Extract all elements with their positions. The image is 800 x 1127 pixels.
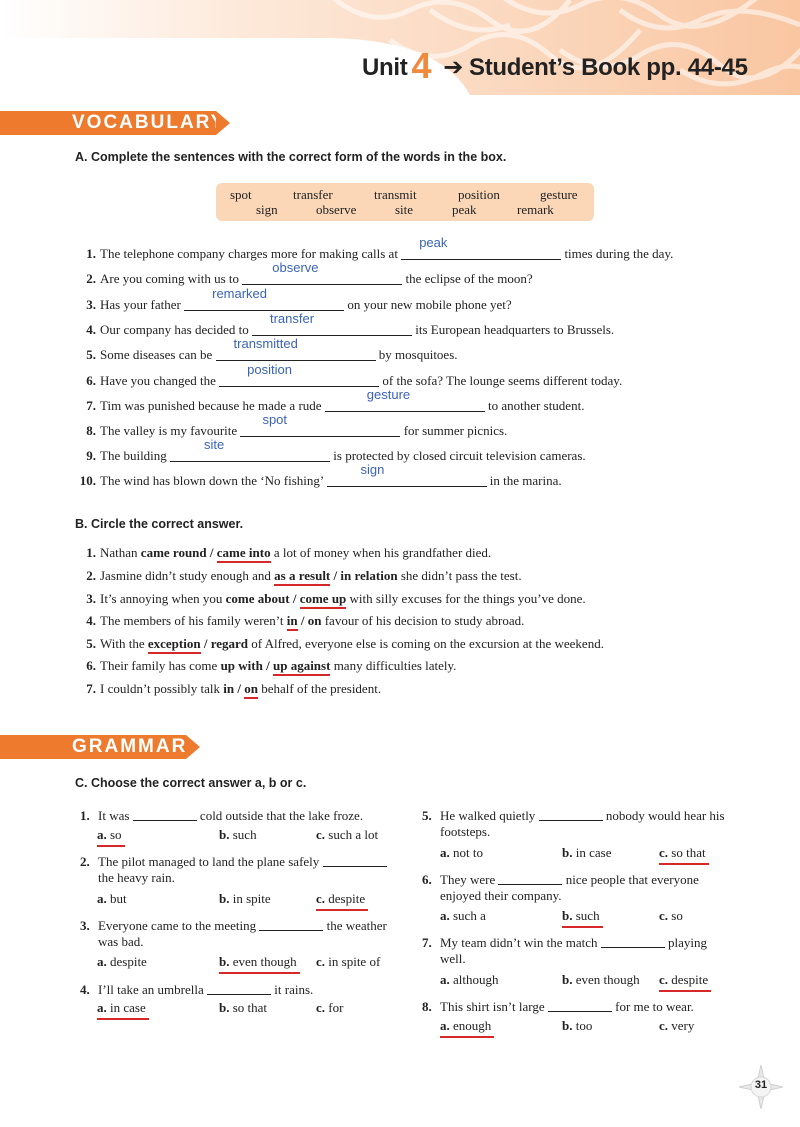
grammar-question: [422, 872, 752, 904]
option-b[interactable]: [219, 1000, 267, 1016]
unit-number: 4: [411, 45, 432, 86]
option-letter: b.: [562, 1018, 573, 1033]
item-number: 5.: [86, 636, 96, 651]
option-2[interactable]: on: [307, 613, 322, 628]
item-number: 2.: [86, 271, 96, 286]
answer-blank[interactable]: [240, 412, 400, 437]
option-letter: c.: [659, 908, 669, 923]
option-letter: b.: [562, 908, 573, 923]
option-letter: a.: [440, 845, 450, 860]
sentence-before: The wind has blown down the ‘No fishing’: [100, 473, 324, 488]
question-text-end: nice people that everyone: [565, 872, 699, 887]
sentence-item: [75, 462, 562, 489]
option-text: although: [453, 972, 499, 987]
sentence-after: the eclipse of the moon?: [405, 271, 533, 286]
sentence-before: Some diseases can be: [100, 347, 213, 362]
item-prefix: Their family has come: [100, 658, 218, 673]
option-text: so that: [671, 845, 706, 860]
option-text: such a: [453, 908, 486, 923]
question-text-end: cold outside that the lake froze.: [199, 808, 364, 823]
sentence-after: to another student.: [488, 398, 585, 413]
item-number: 3.: [86, 591, 96, 606]
option-text: enough: [453, 1018, 492, 1033]
option-letter: a.: [97, 1000, 107, 1015]
option-a[interactable]: [440, 845, 483, 861]
item-number: 4.: [86, 322, 96, 337]
question-text-end: playing: [668, 935, 708, 950]
option-separator: /: [209, 545, 214, 560]
sentence-after: of the sofa? The lounge seems different today.: [382, 373, 623, 388]
option-separator: /: [333, 568, 338, 583]
answer-blank[interactable]: [219, 362, 379, 387]
option-text: for: [328, 1000, 344, 1015]
tab-arrow-shape: [216, 111, 230, 135]
item-suffix: a lot of money when his grandfather died.: [273, 545, 492, 560]
option-c-selected[interactable]: [659, 845, 709, 865]
question-text-start: Everyone came to the meeting: [98, 918, 257, 933]
option-separator: /: [292, 591, 297, 606]
grammar-question: [80, 918, 410, 950]
item-prefix: It’s annoying when you: [100, 591, 223, 606]
option-text: in spite of: [328, 954, 381, 969]
question-text-end: the weather: [326, 918, 387, 933]
answer-blank[interactable]: [242, 260, 402, 285]
question-text-start: They were: [440, 872, 496, 887]
vocabulary-section-tab: [0, 111, 226, 135]
option-letter: c.: [659, 1018, 669, 1033]
item-number: 4.: [86, 613, 96, 628]
option-text: in spite: [232, 891, 271, 906]
option-separator: /: [203, 636, 208, 651]
option-b-selected[interactable]: [562, 908, 603, 928]
option-separator: /: [300, 613, 305, 628]
sentence-after: is protected by closed circuit television cameras.: [333, 448, 586, 463]
option-a[interactable]: [97, 891, 127, 907]
sentence-item: [75, 260, 533, 287]
sentence-item: [75, 311, 615, 338]
item-number: 7.: [86, 681, 96, 696]
grammar-question: [80, 808, 410, 824]
word-box-word: position: [458, 187, 500, 202]
answer-text: remarked: [212, 286, 268, 301]
item-number: 3.: [80, 918, 90, 933]
item-number: 6.: [86, 373, 96, 388]
vocabulary-label: VOCABULARY: [72, 112, 226, 133]
option-text: in case: [575, 845, 612, 860]
question-text-line2: was bad.: [98, 934, 144, 949]
sentence-after: in the marina.: [489, 473, 562, 488]
sentence-before: Tim was punished because he made a rude: [100, 398, 322, 413]
option-c-selected[interactable]: [659, 972, 711, 992]
item-prefix: Nathan: [100, 545, 138, 560]
circle-item: [75, 591, 586, 607]
answer-text: site: [204, 437, 225, 452]
option-text: in case: [110, 1000, 146, 1015]
item-suffix: behalf of the president.: [261, 681, 382, 696]
option-letter: c.: [316, 954, 326, 969]
option-1[interactable]: up with: [220, 658, 263, 673]
option-letter: b.: [219, 954, 230, 969]
option-letter: a.: [440, 1018, 450, 1033]
answer-blank[interactable]: [252, 311, 412, 336]
instruction-c: C. Choose the correct answer a, b or c.: [75, 776, 307, 790]
answer-blank[interactable]: [401, 235, 561, 260]
item-prefix: Jasmine didn’t study enough and: [100, 568, 271, 583]
page-number: 31: [754, 1079, 768, 1091]
option-2-selected[interactable]: came into: [217, 545, 271, 563]
item-suffix: many difficulties lately.: [333, 658, 457, 673]
option-text: despite: [671, 972, 709, 987]
option-1[interactable]: come about: [225, 591, 290, 606]
answer-text: peak: [419, 235, 448, 250]
word-box-word: site: [395, 202, 414, 217]
word-box-word: transmit: [374, 187, 417, 202]
option-letter: b.: [562, 972, 573, 987]
item-number: 9.: [86, 448, 96, 463]
option-letter: c.: [316, 1000, 326, 1015]
option-c[interactable]: [659, 908, 683, 924]
word-box: [216, 183, 594, 221]
word-box-word: spot: [230, 187, 252, 202]
option-text: not to: [453, 845, 483, 860]
option-c[interactable]: [659, 1018, 694, 1034]
sentence-before: The telephone company charges more for making calls at: [100, 246, 398, 261]
answer-text: gesture: [366, 387, 411, 402]
unit-word: Unit: [362, 54, 408, 81]
answer-text: observe: [272, 260, 319, 275]
question-text-start: He walked quietly: [440, 808, 536, 823]
question-text-start: It was: [98, 808, 130, 823]
option-text: so that: [232, 1000, 268, 1015]
circle-item: [75, 545, 491, 561]
grammar-question: [422, 935, 752, 967]
question-text-end: nobody would hear his: [605, 808, 725, 823]
sentence-item: [75, 336, 458, 363]
sentence-after: for summer picnics.: [403, 423, 508, 438]
option-1-selected[interactable]: as a result: [274, 568, 330, 586]
item-number: 2.: [86, 568, 96, 583]
option-letter: c.: [659, 845, 669, 860]
circle-item: [75, 636, 604, 652]
gap-blank: [207, 982, 271, 995]
option-text: such a lot: [328, 827, 379, 842]
unit-title: [362, 42, 748, 84]
gap-blank: [133, 808, 197, 821]
question-text-start: This shirt isn’t large: [440, 999, 545, 1014]
option-a[interactable]: [440, 908, 486, 924]
book-reference: Student’s Book pp. 44-45: [469, 54, 748, 81]
option-b[interactable]: [562, 972, 640, 988]
gap-blank: [539, 808, 603, 821]
option-separator: /: [237, 681, 241, 696]
sentence-before: Are you coming with us to: [100, 271, 240, 286]
gap-blank: [323, 854, 387, 867]
option-c-selected[interactable]: [316, 891, 368, 911]
option-a-selected[interactable]: [440, 1018, 494, 1038]
instruction-a: A. Complete the sentences with the correct form of the words in the box.: [75, 150, 507, 164]
sentence-item: [75, 362, 623, 389]
grammar-section-tab: [0, 735, 186, 759]
answer-text: transfer: [269, 311, 315, 326]
gap-blank: [601, 935, 665, 948]
sentence-after: its European headquarters to Brussels.: [415, 322, 615, 337]
answer-blank[interactable]: [184, 286, 344, 311]
option-2-selected[interactable]: up against: [273, 658, 330, 676]
option-a-selected[interactable]: [97, 1000, 149, 1020]
word-box-word: sign: [256, 202, 278, 217]
answer-blank[interactable]: [327, 462, 487, 487]
option-text: even though: [575, 972, 640, 987]
option-b[interactable]: [219, 891, 271, 907]
option-letter: b.: [219, 1000, 230, 1015]
circle-item: [75, 681, 381, 697]
option-text: such: [575, 908, 600, 923]
sentence-item: [75, 235, 674, 262]
answer-blank[interactable]: [170, 437, 330, 462]
question-text-end: for me to wear.: [615, 999, 694, 1014]
item-number: 5.: [86, 347, 96, 362]
item-number: 6.: [86, 658, 96, 673]
answer-blank[interactable]: [325, 387, 485, 412]
word-box-word: peak: [452, 202, 477, 217]
option-b-selected[interactable]: [219, 954, 300, 974]
grammar-question: [422, 999, 752, 1015]
item-number: 7.: [422, 935, 432, 950]
item-number: 1.: [80, 808, 90, 823]
answer-text: position: [247, 362, 292, 377]
item-number: 5.: [422, 808, 432, 823]
word-box-word: transfer: [293, 187, 333, 202]
item-number: 4.: [80, 982, 90, 997]
option-letter: c.: [316, 891, 326, 906]
option-b[interactable]: [562, 1018, 592, 1034]
circle-item: [75, 658, 456, 674]
sentence-item: [75, 387, 585, 414]
option-letter: c.: [316, 827, 326, 842]
option-text: even though: [232, 954, 297, 969]
gap-blank: [498, 872, 562, 885]
gap-blank: [259, 918, 323, 931]
question-text-start: The pilot managed to land the plane safely: [98, 854, 320, 869]
item-suffix: of Alfred, everyone else is coming on the excursion at the weekend.: [251, 636, 604, 651]
option-text: such: [232, 827, 257, 842]
option-1-selected[interactable]: in: [287, 613, 298, 631]
header-banner: [0, 0, 800, 95]
option-1[interactable]: in: [223, 681, 235, 696]
answer-text: transmitted: [233, 336, 298, 351]
item-number: 6.: [422, 872, 432, 887]
page-number-badge: [739, 1065, 783, 1109]
option-letter: b.: [219, 891, 230, 906]
option-2[interactable]: in relation: [340, 568, 398, 583]
option-a[interactable]: [440, 972, 499, 988]
grammar-label: GRAMMAR: [72, 736, 188, 757]
option-text: so: [671, 908, 683, 923]
question-text-line2: footsteps.: [440, 824, 491, 839]
option-text: despite: [328, 891, 366, 906]
sentence-before: Our company has decided to: [100, 322, 249, 337]
gap-blank: [548, 999, 612, 1012]
tab-arrow-shape: [186, 735, 200, 759]
option-2[interactable]: regard: [210, 636, 249, 651]
option-b[interactable]: [562, 845, 611, 861]
option-letter: c.: [659, 972, 669, 987]
word-box-word: remark: [517, 202, 554, 217]
option-text: so: [110, 827, 122, 842]
option-2-selected[interactable]: come up: [300, 591, 347, 609]
option-c[interactable]: [316, 1000, 343, 1016]
item-number: 2.: [80, 854, 90, 869]
item-suffix: she didn’t pass the test.: [400, 568, 522, 583]
sentence-after: on your new mobile phone yet?: [347, 297, 512, 312]
option-a-selected[interactable]: [97, 827, 125, 847]
option-c[interactable]: [316, 954, 380, 970]
answer-blank[interactable]: [216, 336, 376, 361]
answer-text: spot: [262, 412, 288, 427]
option-letter: a.: [97, 827, 107, 842]
option-text: but: [110, 891, 127, 906]
answer-text: sign: [360, 462, 385, 477]
option-2-selected[interactable]: on: [244, 681, 258, 699]
option-b[interactable]: [219, 827, 257, 843]
item-suffix: favour of his decision to study abroad.: [324, 613, 525, 628]
option-letter: a.: [97, 954, 107, 969]
sentence-before: The valley is my favourite: [100, 423, 238, 438]
sentence-after: by mosquitoes.: [378, 347, 458, 362]
instruction-b: B. Circle the correct answer.: [75, 517, 244, 531]
question-text-end: it rains.: [274, 982, 314, 997]
sentence-after: times during the day.: [564, 246, 674, 261]
arrow-icon: ➔: [443, 54, 463, 81]
option-text: too: [575, 1018, 593, 1033]
option-letter: a.: [440, 972, 450, 987]
circle-item: [75, 568, 522, 584]
question-text-line2: enjoyed their company.: [440, 888, 562, 903]
option-letter: b.: [219, 827, 230, 842]
sentence-item: [75, 437, 586, 464]
sentence-before: Have you changed the: [100, 373, 216, 388]
option-c[interactable]: [316, 827, 378, 843]
option-letter: b.: [562, 845, 573, 860]
item-number: 10.: [79, 473, 96, 488]
word-box-word: gesture: [540, 187, 578, 202]
sentence-before: The building: [100, 448, 167, 463]
option-1-selected[interactable]: exception: [148, 636, 201, 654]
option-a[interactable]: [97, 954, 147, 970]
grammar-question: [422, 808, 752, 840]
option-text: despite: [110, 954, 147, 969]
item-number: 1.: [86, 246, 96, 261]
item-number: 8.: [422, 999, 432, 1014]
question-text-start: My team didn’t win the match: [440, 935, 598, 950]
option-text: very: [671, 1018, 695, 1033]
item-number: 3.: [86, 297, 96, 312]
option-letter: a.: [97, 891, 107, 906]
question-text-start: I’ll take an umbrella: [98, 982, 204, 997]
item-number: 1.: [86, 545, 96, 560]
question-text-line2: well.: [440, 951, 466, 966]
question-text-line2: the heavy rain.: [98, 870, 175, 885]
word-box-word: observe: [316, 202, 357, 217]
item-prefix: The members of his family weren’t: [100, 613, 284, 628]
grammar-question: [80, 982, 410, 998]
option-letter: a.: [440, 908, 450, 923]
item-number: 7.: [86, 398, 96, 413]
sentence-before: Has your father: [100, 297, 181, 312]
item-number: 8.: [86, 423, 96, 438]
option-1[interactable]: came round: [140, 545, 207, 560]
item-prefix: With the: [100, 636, 145, 651]
option-separator: /: [266, 658, 270, 673]
item-prefix: I couldn’t possibly talk: [100, 681, 221, 696]
sentence-item: [75, 412, 508, 439]
item-suffix: with silly excuses for the things you’ve done.: [349, 591, 586, 606]
circle-item: [75, 613, 524, 629]
grammar-question: [80, 854, 410, 886]
